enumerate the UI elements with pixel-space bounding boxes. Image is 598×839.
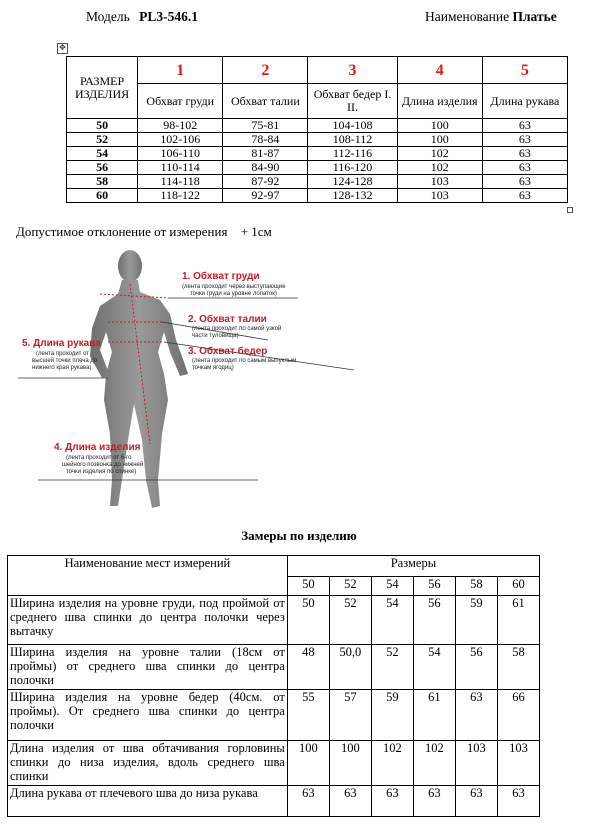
size-header-cell: 56 [413,577,455,596]
measure-label: Ширина изделия на уровне талии (18см от проймы) от среднего шва спинки до центра полочки [8,645,288,690]
size-cell: 54 [67,147,138,161]
size-table [66,56,568,203]
model-value: PL3-546.1 [139,9,199,24]
value-cell: 63 [482,147,567,161]
value-cell: 102 [397,161,482,175]
value-cell: 63 [482,133,567,147]
tolerance-value: + 1см [240,224,272,239]
measure-value: 63 [287,786,329,817]
size-row [67,119,568,133]
ann4-note2: шейного позвонка до нижней [62,462,144,468]
col-num: 3 [308,57,397,84]
model-line [86,9,198,25]
measure-row [8,690,540,741]
measure-label: Ширина изделия на уровне бедер (40см. от проймы). От среднего шва спинки до центра полочки [8,690,288,741]
measure-row [8,645,540,690]
measure-label: Длина изделия от шва обтачивания горловины спинки до низа изделия, вдоль среднего шва спинки [8,741,288,786]
value-cell: 128-132 [308,189,397,203]
value-cell: 112-116 [308,147,397,161]
header-left: Наименование мест измерений [8,556,288,596]
measure-value: 54 [371,596,413,645]
value-cell: 84-90 [223,161,308,175]
model-label: Модель [86,9,130,24]
measure-value: 63 [455,786,497,817]
measure-value: 50 [287,596,329,645]
col-num: 4 [397,57,482,84]
value-cell: 75-81 [223,119,308,133]
measure-value: 48 [287,645,329,690]
size-row [67,147,568,161]
value-cell: 63 [482,119,567,133]
size-header-cell: 52 [329,577,371,596]
value-cell: 104-108 [308,119,397,133]
ann5-note3: нижнего края рукава) [32,365,92,371]
value-cell: 102 [397,147,482,161]
measure-value: 63 [497,786,539,817]
measure-value: 63 [371,786,413,817]
col-num: 5 [482,57,567,84]
size-row [67,161,568,175]
measure-label: Длина рукава от плечевого шва до низа рукава [8,786,288,817]
header-sizes: Размеры [287,556,539,577]
ann4-title: 4. Длина изделия [54,442,141,453]
value-cell: 92-97 [223,189,308,203]
measure-value: 63 [329,786,371,817]
size-header-cell: 60 [497,577,539,596]
value-cell: 108-112 [308,133,397,147]
value-cell: 63 [482,189,567,203]
measure-value: 61 [497,596,539,645]
ann2-note2: части туловища) [192,333,239,339]
value-cell: 87-92 [223,175,308,189]
value-cell: 103 [397,175,482,189]
size-header-cell: 50 [287,577,329,596]
measure-value: 63 [413,786,455,817]
measure-value: 59 [455,596,497,645]
ann1-title: 1. Обхват груди [182,271,260,282]
ann5-title: 5. Длина рукава [22,338,101,349]
tolerance-text: Допустимое отклонение от измерения [16,224,228,239]
name-value: Платье [512,9,557,24]
measure-value: 63 [455,690,497,741]
value-cell: 98-102 [138,119,223,133]
col-label: Длина изделия [397,84,482,119]
size-row [67,189,568,203]
col-label: Обхват бедер I. II. [308,84,397,119]
measure-value: 61 [413,690,455,741]
value-cell: 106-110 [138,147,223,161]
value-cell: 103 [397,189,482,203]
table-move-handle-icon[interactable]: ✥ [57,43,68,54]
value-cell: 81-87 [223,147,308,161]
ann5-note2: высшей точки плеча до [32,358,98,364]
value-cell: 78-84 [223,133,308,147]
measure-value: 100 [287,741,329,786]
size-cell: 60 [67,189,138,203]
measure-value: 103 [455,741,497,786]
ann3-note1: (лента проходит по самым выпуклым [192,358,297,364]
size-header-cell: 54 [371,577,413,596]
value-cell: 100 [397,133,482,147]
ann4-note3: точки изделия по спинке) [66,469,137,475]
measure-value: 52 [371,645,413,690]
ann4-note1: (лента проходит от 6-го [66,455,132,461]
size-header-cell: 58 [455,577,497,596]
col-num: 2 [223,57,308,84]
size-cell: 56 [67,161,138,175]
measure-value: 102 [371,741,413,786]
name-label: Наименование [425,9,510,24]
col-label: Длина рукава [482,84,567,119]
ann5-note1: (лента проходит от [36,351,90,357]
measure-value: 66 [497,690,539,741]
measure-value: 56 [413,596,455,645]
measure-value: 102 [413,741,455,786]
size-cell: 58 [67,175,138,189]
product-measurements-table [7,555,540,817]
measure-value: 55 [287,690,329,741]
body-measurement-figure [18,244,388,516]
measure-value: 54 [413,645,455,690]
measure-value: 56 [455,645,497,690]
ann3-note2: точкам ягодиц) [192,365,234,371]
size-row [67,175,568,189]
name-line [425,9,557,25]
value-cell: 116-120 [308,161,397,175]
measure-value: 58 [497,645,539,690]
measure-value: 57 [329,690,371,741]
product-table-title: Замеры по изделию [241,528,357,543]
ann1-note2: точки груди на уровне лопаток) [190,291,277,297]
value-cell: 118-122 [138,189,223,203]
measure-value: 103 [497,741,539,786]
tolerance-line [16,224,272,240]
ann2-note1: (лента проходит по самой узкой [192,326,282,332]
measure-row [8,596,540,645]
size-header: РАЗМЕР ИЗДЕЛИЯ [67,57,138,119]
measure-label: Ширина изделия на уровне груди, под проймой от среднего шва спинки до центра полочки через вытачку [8,596,288,645]
size-cell: 50 [67,119,138,133]
measure-value: 59 [371,690,413,741]
value-cell: 63 [482,161,567,175]
value-cell: 110-114 [138,161,223,175]
value-cell: 124-128 [308,175,397,189]
measure-row [8,741,540,786]
col-label: Обхват груди [138,84,223,119]
table-resize-handle[interactable] [567,207,573,213]
value-cell: 63 [482,175,567,189]
ann3-title: 3. Обхват бедер [188,346,268,357]
value-cell: 102-106 [138,133,223,147]
ann2-title: 2. Обхват талии [188,314,267,325]
value-cell: 100 [397,119,482,133]
measure-row [8,786,540,817]
size-row [67,133,568,147]
size-cell: 52 [67,133,138,147]
ann1-note1: (лента проходит через выступающие [182,284,286,290]
col-num: 1 [138,57,223,84]
col-label: Обхват талии [223,84,308,119]
value-cell: 114-118 [138,175,223,189]
measure-value: 100 [329,741,371,786]
measure-value: 50,0 [329,645,371,690]
measure-value: 52 [329,596,371,645]
